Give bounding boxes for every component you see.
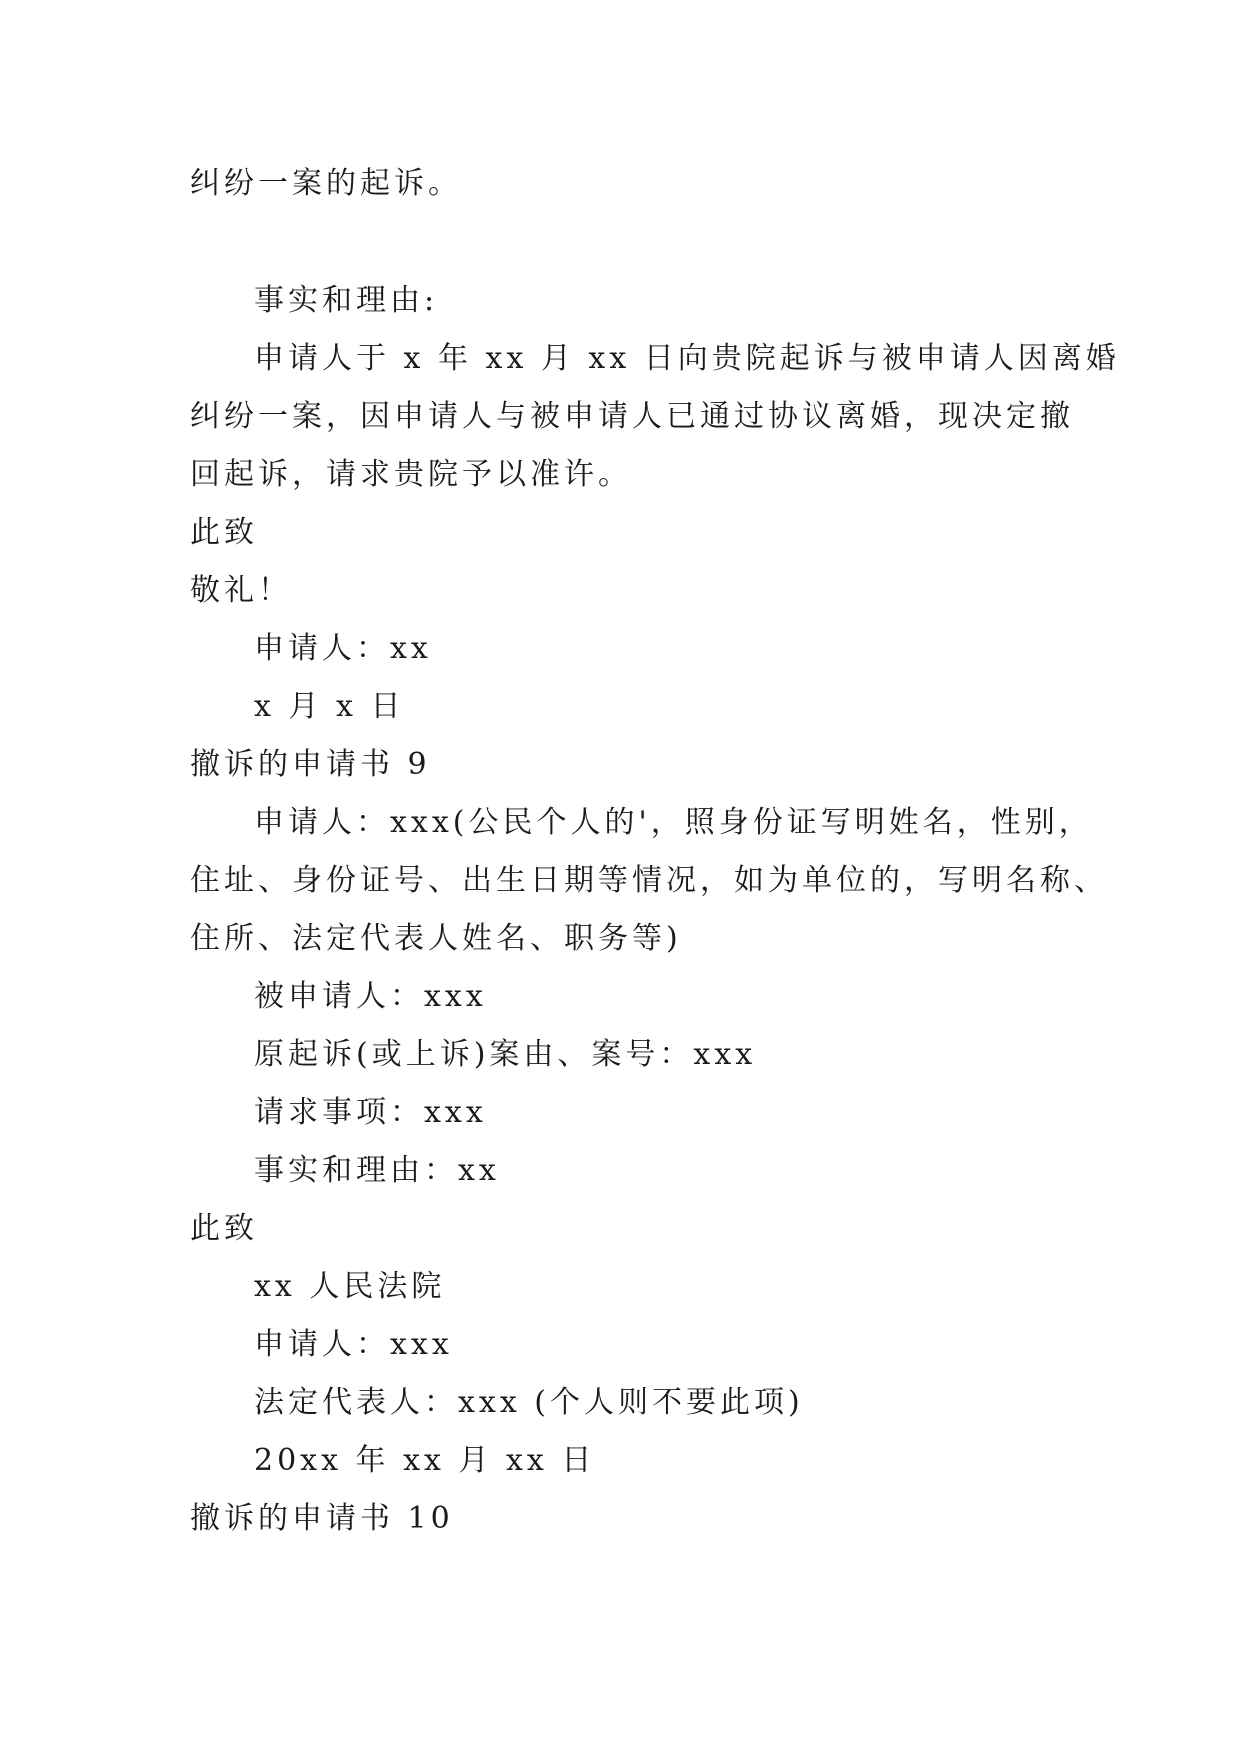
- signature-date: 20xx 年 xx 月 xx 日: [254, 1443, 596, 1478]
- paragraph-line: 住址、身份证号、出生日期等情况，如为单位的，写明名称、: [190, 863, 1108, 898]
- signature-applicant: 申请人：xxx: [254, 1327, 453, 1362]
- field-respondent: 被申请人：xxx: [254, 979, 487, 1014]
- signature-applicant: 申请人：xx: [254, 631, 432, 666]
- paragraph-line: 住所、法定代表人姓名、职务等): [190, 921, 682, 956]
- field-case-number: 原起诉(或上诉)案由、案号：xxx: [254, 1037, 757, 1072]
- paragraph-line: 纠纷一案，因申请人与被申请人已通过协议离婚，现决定撤: [190, 399, 1074, 434]
- salutation-line: 此致: [190, 515, 258, 550]
- addressee-court: xx 人民法院: [254, 1269, 446, 1304]
- paragraph-line: 申请人于 x 年 xx 月 xx 日向贵院起诉与被申请人因离婚: [254, 341, 1120, 376]
- section-heading-facts: 事实和理由:: [254, 283, 439, 318]
- salutation-line: 此致: [190, 1211, 258, 1246]
- document-heading: 撤诉的申请书 10: [190, 1501, 454, 1536]
- paragraph-line: 纠纷一案的起诉。: [190, 166, 462, 201]
- paragraph-line: 回起诉，请求贵院予以准许。: [190, 457, 632, 492]
- signature-legal-rep: 法定代表人：xxx (个人则不要此项): [254, 1385, 804, 1420]
- salutation-line: 敬礼！: [190, 573, 292, 608]
- paragraph-line: 申请人：xxx(公民个人的'，照身份证写明姓名，性别，: [254, 805, 1093, 840]
- document-heading: 撤诉的申请书 9: [190, 747, 431, 782]
- field-facts: 事实和理由：xx: [254, 1153, 500, 1188]
- signature-date: x 月 x 日: [254, 689, 405, 724]
- field-requests: 请求事项：xxx: [254, 1095, 487, 1130]
